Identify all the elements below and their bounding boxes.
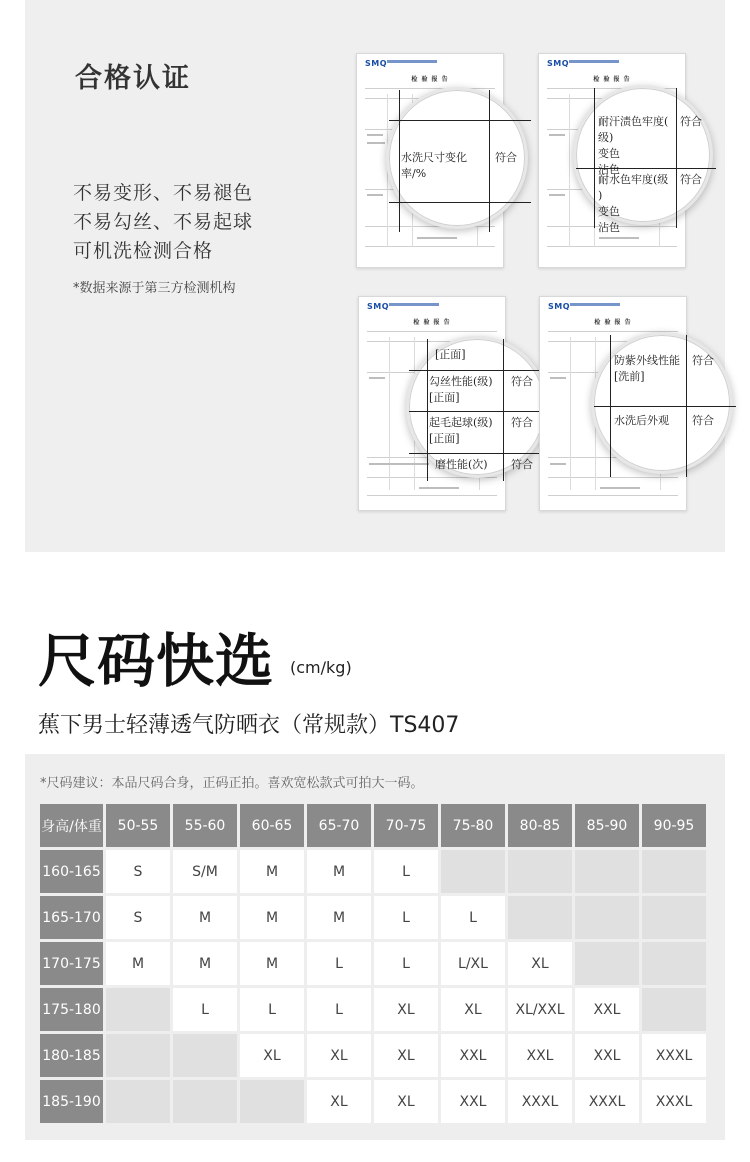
size-cell: XL xyxy=(374,988,438,1031)
size-cell: L xyxy=(441,896,505,939)
size-cell-empty xyxy=(441,850,505,893)
size-cell-empty xyxy=(642,988,706,1031)
smq-logo: SMQ xyxy=(548,302,571,311)
weight-column-header: 50-55 xyxy=(106,804,170,847)
size-cell: XXL xyxy=(441,1034,505,1077)
report-title: 检 验 报 告 xyxy=(593,76,631,83)
zoom-cell-label: 起毛起球(级) [正面] xyxy=(429,416,493,445)
logo-underline xyxy=(389,303,439,306)
claim-line: 不易变形、不易褪色 xyxy=(73,182,254,204)
logo-underline xyxy=(570,303,620,306)
size-cell-empty xyxy=(575,942,639,985)
size-cell: XXXL xyxy=(508,1080,572,1123)
zoom-cell-label: 磨性能(次) xyxy=(435,458,488,471)
logo-underline xyxy=(387,60,437,63)
size-cell: XXL xyxy=(575,988,639,1031)
report-4-magnifier xyxy=(591,332,733,474)
weight-column-header: 85-90 xyxy=(575,804,639,847)
report-title: 检 验 报 告 xyxy=(594,319,632,326)
size-cell: XL/XXL xyxy=(508,988,572,1031)
logo-underline xyxy=(569,60,619,63)
size-cell-empty xyxy=(575,850,639,893)
zoom-cell-result: 符合 xyxy=(511,416,533,429)
zoom-cell-result: 符合 xyxy=(511,375,533,388)
size-cell: XXL xyxy=(575,1034,639,1077)
size-cell: L xyxy=(374,942,438,985)
zoom-cell-label: 防紫外线性能 [洗前] xyxy=(614,354,680,383)
height-row-header: 185-190 xyxy=(40,1080,103,1123)
size-cell: L xyxy=(374,850,438,893)
weight-column-header: 60-65 xyxy=(240,804,304,847)
size-cell: S xyxy=(106,850,170,893)
size-cell: XL xyxy=(307,1034,371,1077)
zoom-cell-label: 水洗后外观 xyxy=(614,414,669,427)
smq-logo: SMQ xyxy=(547,59,570,68)
zoom-cell-label: 耐汗渍色牢度( 级) 变色 沾色 xyxy=(598,115,669,176)
size-cell-empty xyxy=(240,1080,304,1123)
size-cell-empty xyxy=(575,896,639,939)
report-title: 检 验 报 告 xyxy=(411,76,449,83)
size-cell-empty xyxy=(642,942,706,985)
height-row-header: 160-165 xyxy=(40,850,103,893)
size-cell: L xyxy=(240,988,304,1031)
size-advice: *尺码建议：本品尺码合身，正码正拍。喜欢宽松款式可拍大一码。 xyxy=(40,776,424,791)
height-row-header: 175-180 xyxy=(40,988,103,1031)
size-cell: XXL xyxy=(508,1034,572,1077)
certification-title: 合格认证 xyxy=(75,63,191,94)
weight-column-header: 80-85 xyxy=(508,804,572,847)
size-cell: L xyxy=(307,988,371,1031)
size-cell: L/XL xyxy=(441,942,505,985)
data-source-note: *数据来源于第三方检测机构 xyxy=(73,281,236,296)
size-cell: S/M xyxy=(173,850,237,893)
size-cell: XXXL xyxy=(642,1080,706,1123)
size-cell: XXXL xyxy=(642,1034,706,1077)
zoom-cell-result: 符合 xyxy=(692,414,714,427)
size-cell-empty xyxy=(642,850,706,893)
size-cell: XL xyxy=(508,942,572,985)
size-unit: (cm/kg) xyxy=(290,658,352,677)
height-row-header: 165-170 xyxy=(40,896,103,939)
size-cell: M xyxy=(173,896,237,939)
claim-line: 可机洗检测合格 xyxy=(73,240,214,262)
size-cell-empty xyxy=(173,1034,237,1077)
zoom-cell-label: 耐水色牢度(级 ) 变色 沾色 xyxy=(598,173,669,234)
report-title: 检 验 报 告 xyxy=(413,319,451,326)
weight-column-header: 70-75 xyxy=(374,804,438,847)
size-chart-table xyxy=(40,804,706,1123)
weight-column-header: 55-60 xyxy=(173,804,237,847)
size-cell: S xyxy=(106,896,170,939)
size-cell-empty xyxy=(106,988,170,1031)
size-cell: XXL xyxy=(441,1080,505,1123)
zoom-cell-label: [正面] xyxy=(435,348,466,361)
report-2-magnifier xyxy=(573,85,713,234)
size-cell-empty xyxy=(508,896,572,939)
size-cell: L xyxy=(374,896,438,939)
zoom-cell-label: 勾丝性能(级) [正面] xyxy=(429,375,493,404)
size-cell: M xyxy=(240,850,304,893)
size-cell-empty xyxy=(106,1080,170,1123)
size-cell: M xyxy=(173,942,237,985)
size-cell: M xyxy=(106,942,170,985)
size-cell: XL xyxy=(374,1080,438,1123)
size-cell: XL xyxy=(374,1034,438,1077)
size-cell-empty xyxy=(642,896,706,939)
weight-column-header: 65-70 xyxy=(307,804,371,847)
weight-column-header: 75-80 xyxy=(441,804,505,847)
zoom-cell-result: 符合 xyxy=(680,115,702,128)
zoom-cell-result: 符合 xyxy=(692,354,714,367)
certification-claims xyxy=(73,179,253,266)
size-cell: XL xyxy=(307,1080,371,1123)
size-cell: L xyxy=(307,942,371,985)
size-guide-title: 尺码快选 xyxy=(38,627,275,695)
zoom-cell-result: 符合 xyxy=(495,151,517,164)
size-cell: M xyxy=(240,896,304,939)
table-corner-header: 身高/体重 xyxy=(40,804,103,847)
weight-column-header: 90-95 xyxy=(642,804,706,847)
size-cell-empty xyxy=(508,850,572,893)
height-row-header: 180-185 xyxy=(40,1034,103,1077)
height-row-header: 170-175 xyxy=(40,942,103,985)
size-cell: XL xyxy=(240,1034,304,1077)
product-name: 蕉下男士轻薄透气防晒衣（常规款）TS407 xyxy=(38,713,460,738)
smq-logo: SMQ xyxy=(365,59,388,68)
size-cell: XL xyxy=(441,988,505,1031)
size-cell: M xyxy=(240,942,304,985)
size-cell: M xyxy=(307,896,371,939)
report-1-magnifier xyxy=(386,87,528,229)
size-cell: L xyxy=(173,988,237,1031)
report-3-magnifier xyxy=(406,336,548,478)
zoom-cell-result: 符合 xyxy=(511,458,533,471)
zoom-cell-label: 水洗尺寸变化 率/% xyxy=(401,151,467,180)
claim-line: 不易勾丝、不易起球 xyxy=(73,211,254,233)
smq-logo: SMQ xyxy=(367,302,390,311)
size-cell: XXXL xyxy=(575,1080,639,1123)
size-table-panel xyxy=(25,754,725,1140)
size-cell: M xyxy=(307,850,371,893)
size-cell-empty xyxy=(106,1034,170,1077)
certification-section xyxy=(25,0,725,552)
zoom-cell-result: 符合 xyxy=(680,173,702,186)
size-cell-empty xyxy=(173,1080,237,1123)
